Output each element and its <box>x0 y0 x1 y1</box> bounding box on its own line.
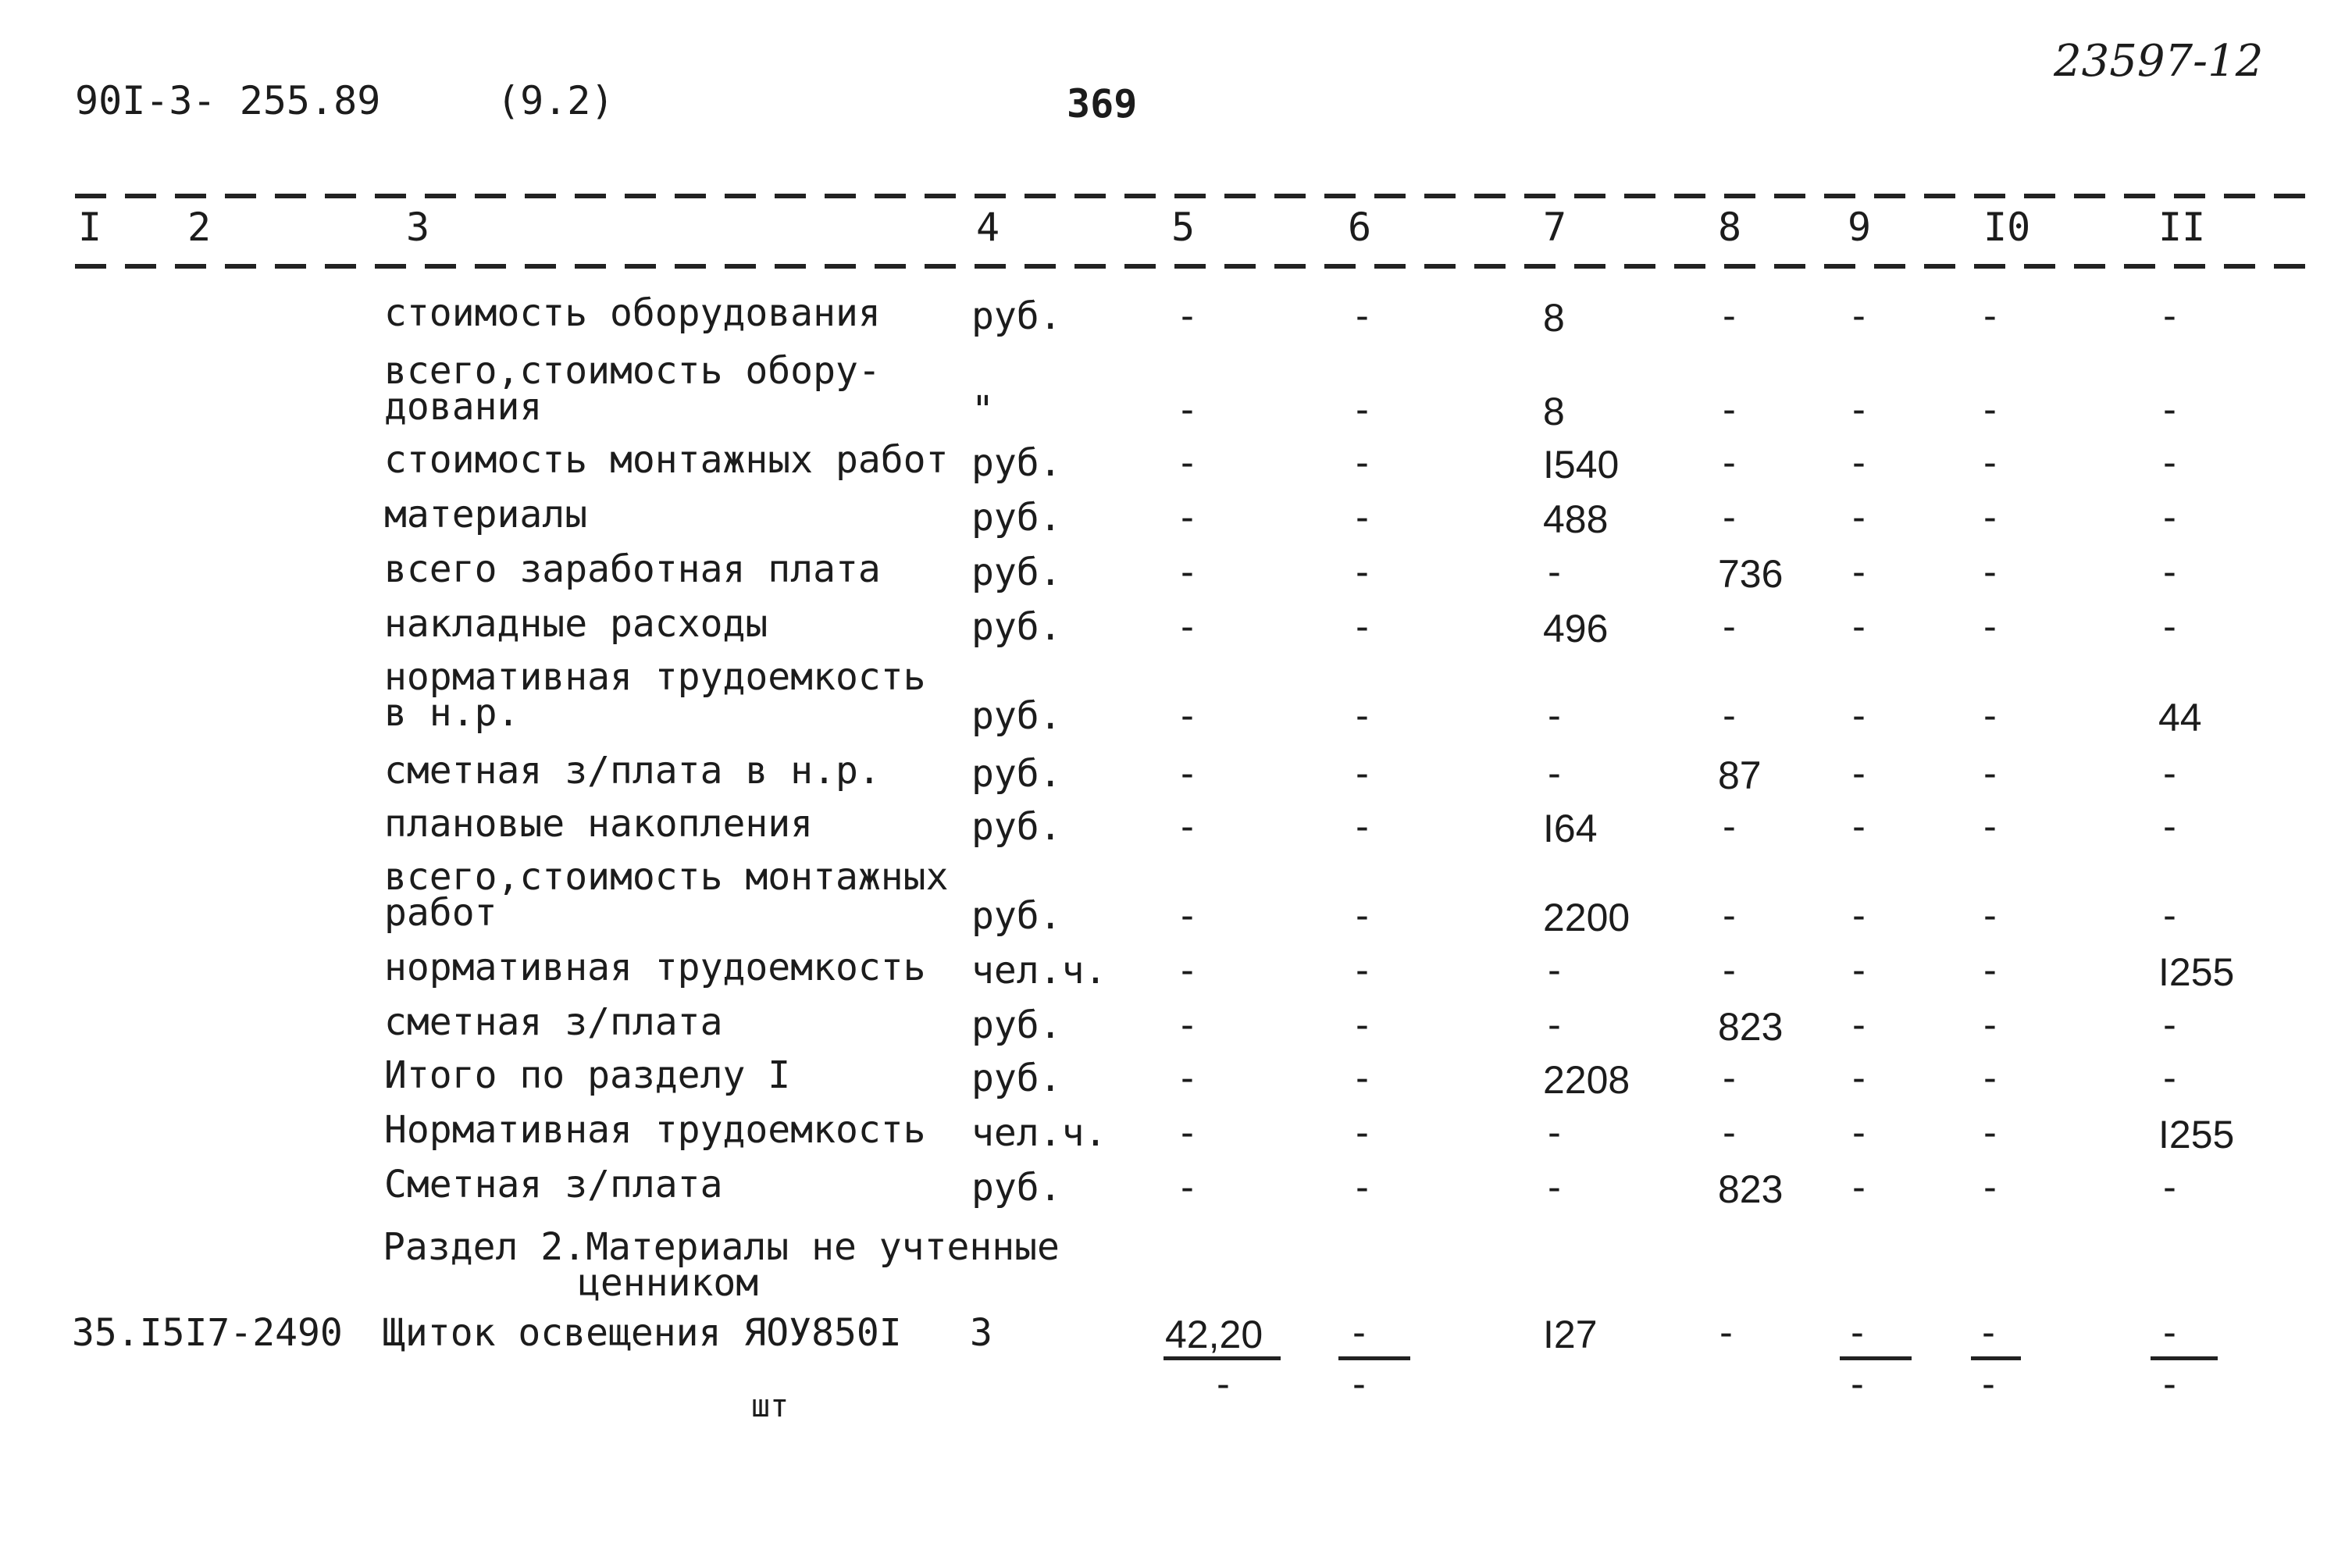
row-name: стоимость монтажных работ <box>384 438 949 482</box>
row-c10: - <box>1979 949 2001 992</box>
row-c11: - <box>2158 441 2181 485</box>
row-c8: - <box>1718 949 1741 992</box>
column-header-6: 6 <box>1348 205 1372 250</box>
handwritten-stamp: 23597-12 <box>2054 36 2264 87</box>
row-c10: - <box>1979 1003 2001 1047</box>
row-c11: - <box>2158 551 2181 594</box>
row-c5: - <box>1176 1166 1199 1210</box>
row-c5: - <box>1176 1003 1199 1047</box>
row-c5: - <box>1176 441 1199 485</box>
row-name: всего заработная плата <box>384 547 881 591</box>
row-name: стоимость оборудования <box>384 291 881 335</box>
row-c5: - <box>1176 294 1199 338</box>
row-c8: - <box>1718 496 1741 540</box>
row-c11: - <box>2158 1057 2181 1100</box>
row-c10: - <box>1979 805 2001 849</box>
row-c8: - <box>1718 1111 1741 1155</box>
row-c8: - <box>1718 694 1741 738</box>
row-c9: - <box>1848 1057 1870 1100</box>
row-c8: 823 <box>1718 1005 1784 1049</box>
row-unit: руб. <box>971 605 1062 649</box>
row-c5: - <box>1176 1111 1199 1155</box>
row-c10: - <box>1979 1057 2001 1100</box>
row-c11: - <box>2158 1166 2181 1210</box>
row-c7: I64 <box>1543 807 1598 850</box>
row-name: накладные расходы <box>384 602 768 646</box>
row-c8: - <box>1718 605 1741 649</box>
item-price-underline <box>1164 1356 1281 1360</box>
row-unit: чел.ч. <box>971 949 1107 992</box>
row-c8: - <box>1718 388 1741 432</box>
row-c10: - <box>1979 605 2001 649</box>
row-c11: - <box>2158 294 2181 338</box>
row-c9: - <box>1848 605 1870 649</box>
row-c5: - <box>1176 388 1199 432</box>
row-unit: руб. <box>971 694 1062 738</box>
row-c10: - <box>1979 441 2001 485</box>
row-c7: 8 <box>1543 296 1565 340</box>
row-c9: - <box>1848 294 1870 338</box>
row-c11: - <box>2158 388 2181 432</box>
row-name: нормативная трудоемкость <box>384 655 926 699</box>
row-unit: руб. <box>971 496 1062 540</box>
row-name: сметная з/плата <box>384 1000 723 1044</box>
item-sub-col9: - <box>1846 1363 1869 1406</box>
row-c7: - <box>1543 551 1566 594</box>
row-c11: I255 <box>2158 1113 2235 1156</box>
row-c10: - <box>1979 551 2001 594</box>
row-name: сметная з/плата в н.р. <box>384 749 881 793</box>
row-c7: - <box>1543 1166 1566 1210</box>
row-c11: - <box>2158 605 2181 649</box>
row-c5: - <box>1176 752 1199 796</box>
row-c7: 488 <box>1543 497 1609 541</box>
row-name: Нормативная трудоемкость <box>384 1108 926 1152</box>
row-c9: - <box>1848 752 1870 796</box>
row-c9: - <box>1848 1166 1870 1210</box>
row-c9: - <box>1848 1003 1870 1047</box>
row-unit: руб. <box>971 1166 1062 1210</box>
row-c6: - <box>1351 694 1374 738</box>
row-c8: - <box>1718 294 1741 338</box>
item-price: 42,20 <box>1165 1313 1263 1356</box>
item-name: Щиток освещения ЯОУ850I <box>383 1311 902 1355</box>
row-c7: 2200 <box>1543 896 1630 939</box>
row-c11: I255 <box>2158 950 2235 994</box>
row-c11: - <box>2158 894 2181 938</box>
row-c9: - <box>1848 441 1870 485</box>
item-col9-underline <box>1840 1356 1912 1360</box>
item-col6: - <box>1348 1311 1370 1355</box>
column-header-8: 8 <box>1718 205 1742 250</box>
item-unit: шт <box>751 1388 789 1424</box>
row-c8: - <box>1718 441 1741 485</box>
column-header-2: 2 <box>187 205 212 250</box>
row-c8: 823 <box>1718 1167 1784 1211</box>
row-c7: - <box>1543 1111 1566 1155</box>
row-c5: - <box>1176 694 1199 738</box>
row-c6: - <box>1351 388 1374 432</box>
row-c10: - <box>1979 752 2001 796</box>
row-unit: " <box>971 388 994 432</box>
page-number: 369 <box>1067 81 1138 127</box>
row-c5: - <box>1176 551 1199 594</box>
item-col11: - <box>2158 1311 2181 1355</box>
column-header-3: 3 <box>406 205 430 250</box>
column-header-10: I0 <box>1983 205 2031 250</box>
item-col6-underline <box>1338 1356 1410 1360</box>
row-unit: руб. <box>971 551 1062 594</box>
row-unit: руб. <box>971 1057 1062 1100</box>
row-name: работ <box>384 891 497 935</box>
row-c5: - <box>1176 496 1199 540</box>
row-c6: - <box>1351 752 1374 796</box>
row-c9: - <box>1848 949 1870 992</box>
row-c11: - <box>2158 496 2181 540</box>
row-c10: - <box>1979 1166 2001 1210</box>
row-c6: - <box>1351 551 1374 594</box>
row-c9: - <box>1848 894 1870 938</box>
row-unit: руб. <box>971 894 1062 938</box>
row-c6: - <box>1351 949 1374 992</box>
row-c7: I540 <box>1543 443 1620 486</box>
row-c8: - <box>1718 1057 1741 1100</box>
row-c10: - <box>1979 1111 2001 1155</box>
row-c6: - <box>1351 496 1374 540</box>
row-c10: - <box>1979 694 2001 738</box>
item-col10-underline <box>1971 1356 2021 1360</box>
item-col11-underline <box>2151 1356 2218 1360</box>
row-c8: 87 <box>1718 754 1762 797</box>
row-c6: - <box>1351 605 1374 649</box>
row-name: нормативная трудоемкость <box>384 946 926 989</box>
column-header-11: II <box>2158 205 2206 250</box>
row-c9: - <box>1848 388 1870 432</box>
row-name: дования <box>384 385 543 429</box>
item-qty: 3 <box>970 1311 992 1355</box>
section2-title-line2: ценником <box>578 1261 759 1305</box>
column-header-5: 5 <box>1171 205 1196 250</box>
document-code: 90I-3- 255.89 <box>75 78 381 123</box>
column-header-1: I <box>78 205 102 250</box>
row-c9: - <box>1848 496 1870 540</box>
row-unit: руб. <box>971 1003 1062 1047</box>
row-c11: 44 <box>2158 696 2202 739</box>
row-c6: - <box>1351 1057 1374 1100</box>
item-sub-col5: - <box>1212 1363 1235 1406</box>
row-unit: руб. <box>971 805 1062 849</box>
row-c11: - <box>2158 1003 2181 1047</box>
row-c6: - <box>1351 441 1374 485</box>
section2-title-line1: Раздел 2.Материалы не учтенные <box>383 1225 1060 1269</box>
row-unit: руб. <box>971 441 1062 485</box>
row-name: плановые накопления <box>384 802 814 846</box>
row-c5: - <box>1176 605 1199 649</box>
row-name: Сметная з/плата <box>384 1163 723 1206</box>
row-unit: чел.ч. <box>971 1111 1107 1155</box>
header-top-rule <box>75 194 2308 198</box>
row-c6: - <box>1351 1003 1374 1047</box>
row-c9: - <box>1848 805 1870 849</box>
row-c11: - <box>2158 752 2181 796</box>
row-c7: - <box>1543 752 1566 796</box>
row-c7: - <box>1543 949 1566 992</box>
row-c6: - <box>1351 1111 1374 1155</box>
row-c9: - <box>1848 1111 1870 1155</box>
item-sub-col11: - <box>2158 1363 2181 1406</box>
column-header-9: 9 <box>1848 205 1872 250</box>
row-c5: - <box>1176 1057 1199 1100</box>
column-header-7: 7 <box>1543 205 1567 250</box>
row-c6: - <box>1351 1166 1374 1210</box>
row-c7: - <box>1543 1003 1566 1047</box>
column-header-4: 4 <box>976 205 1000 250</box>
item-code: 35.I5I7-2490 <box>72 1311 343 1355</box>
row-c5: - <box>1176 805 1199 849</box>
row-c5: - <box>1176 894 1199 938</box>
row-c11: - <box>2158 805 2181 849</box>
row-name: в н.р. <box>384 691 520 735</box>
row-unit: руб. <box>971 752 1062 796</box>
row-c6: - <box>1351 294 1374 338</box>
row-name: материалы <box>384 493 588 536</box>
row-c8: - <box>1718 805 1741 849</box>
row-c7: - <box>1543 694 1566 738</box>
item-col7: I27 <box>1543 1313 1598 1356</box>
row-c7: 496 <box>1543 607 1609 650</box>
row-c6: - <box>1351 805 1374 849</box>
row-c10: - <box>1979 894 2001 938</box>
item-col9: - <box>1846 1311 1869 1355</box>
item-sub-col6: - <box>1348 1363 1370 1406</box>
row-name: всего,стоимость монтажных <box>384 855 949 899</box>
row-c8: 736 <box>1718 552 1784 596</box>
row-c10: - <box>1979 496 2001 540</box>
row-name: Итого по разделу I <box>384 1053 791 1097</box>
row-name: всего,стоимость обору- <box>384 349 881 393</box>
row-c9: - <box>1848 694 1870 738</box>
row-c7: 8 <box>1543 390 1565 433</box>
row-c10: - <box>1979 388 2001 432</box>
row-c6: - <box>1351 894 1374 938</box>
row-c8: - <box>1718 894 1741 938</box>
sheet-number: (9.2) <box>497 78 615 123</box>
item-sub-col10: - <box>1977 1363 2000 1406</box>
item-col10: - <box>1977 1311 2000 1355</box>
row-c9: - <box>1848 551 1870 594</box>
item-col8: - <box>1715 1311 1737 1355</box>
row-c5: - <box>1176 949 1199 992</box>
row-unit: руб. <box>971 294 1062 338</box>
row-c10: - <box>1979 294 2001 338</box>
header-bottom-rule <box>75 264 2308 269</box>
row-c7: 2208 <box>1543 1058 1630 1102</box>
